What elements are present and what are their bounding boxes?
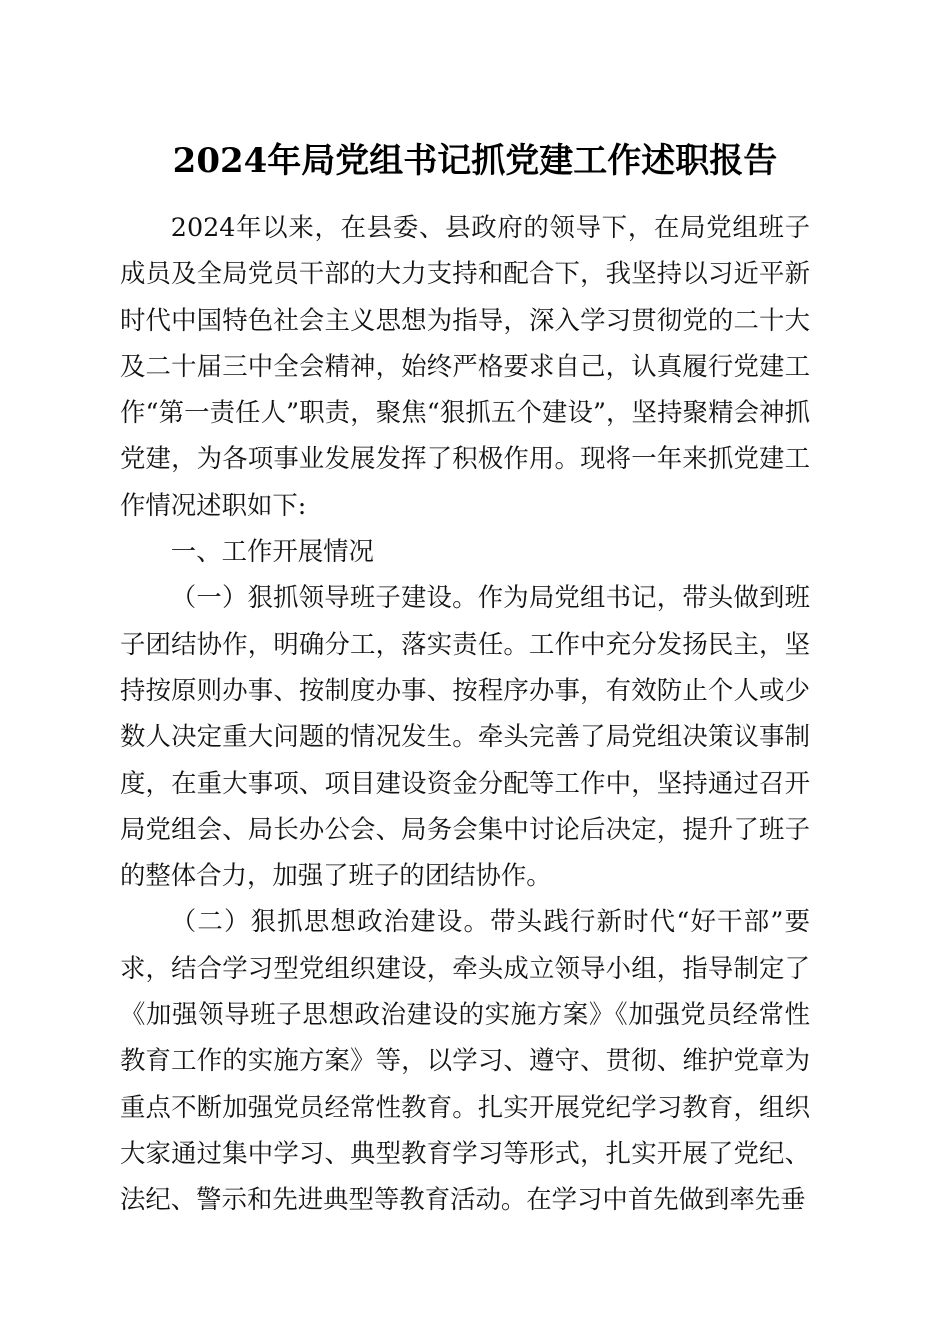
section-heading: 一、工作开展情况 bbox=[170, 536, 374, 567]
item-1-lead: （一）狠抓领导班子建设。 bbox=[170, 582, 478, 613]
item-2-paragraph bbox=[120, 898, 810, 1222]
item-1-text: 作为局党组书记，带头做到班子团结协作，明确分工，落实责任。工作中充分发扬民主，坚持按原则办事、按制度办事、按程序办事，有效防止个人或少数人决定重大问题的情况发生。牵头完善了局党组决策议事制度，在重大事项、项目建设资金分配等工作中，坚持通过召开局党组会、局长办公会、局务会集中讨论后决定，提升了班子的整体合力，加强了班子的团结协作。 bbox=[120, 582, 811, 891]
item-2-text: 带头践行新时代“好干部”要求，结合学习型党组织建设，牵头成立领导小组，指导制定了《加强领导班子思想政治建设的实施方案》《加强党员经常性教育工作的实施方案》等，以学习、遵守、贯彻、维护党章为重点不断加强党员经常性教育。扎实开展党纪学习教育，组织大家通过集中学习、典型教育学习等形式，扎实开展了党纪、法纪、警示和先进典型等教育活动。在学习中首先做到率先垂 bbox=[120, 906, 810, 1215]
document-title: 2024年局党组书记抓党建工作述职报告 bbox=[172, 141, 778, 181]
intro-paragraph: 2024年以来，在县委、县政府的领导下，在局党组班子成员及全局党员干部的大力支持和配合下，我坚持以习近平新时代中国特色社会主义思想为指导，深入学习贯彻党的二十大及二十届三中全会精神，始终严格要求自己，认真履行党建工作“第一责任人”职责，聚焦“狠抓五个建设”，坚持聚精会神抓党建，为各项事业发展发挥了积极作用。现将一年来抓党建工作情况述职如下: bbox=[120, 212, 810, 520]
document-body bbox=[120, 204, 810, 1223]
item-2-lead: （二）狠抓思想政治建设。 bbox=[170, 906, 491, 937]
item-1-paragraph bbox=[120, 574, 810, 898]
